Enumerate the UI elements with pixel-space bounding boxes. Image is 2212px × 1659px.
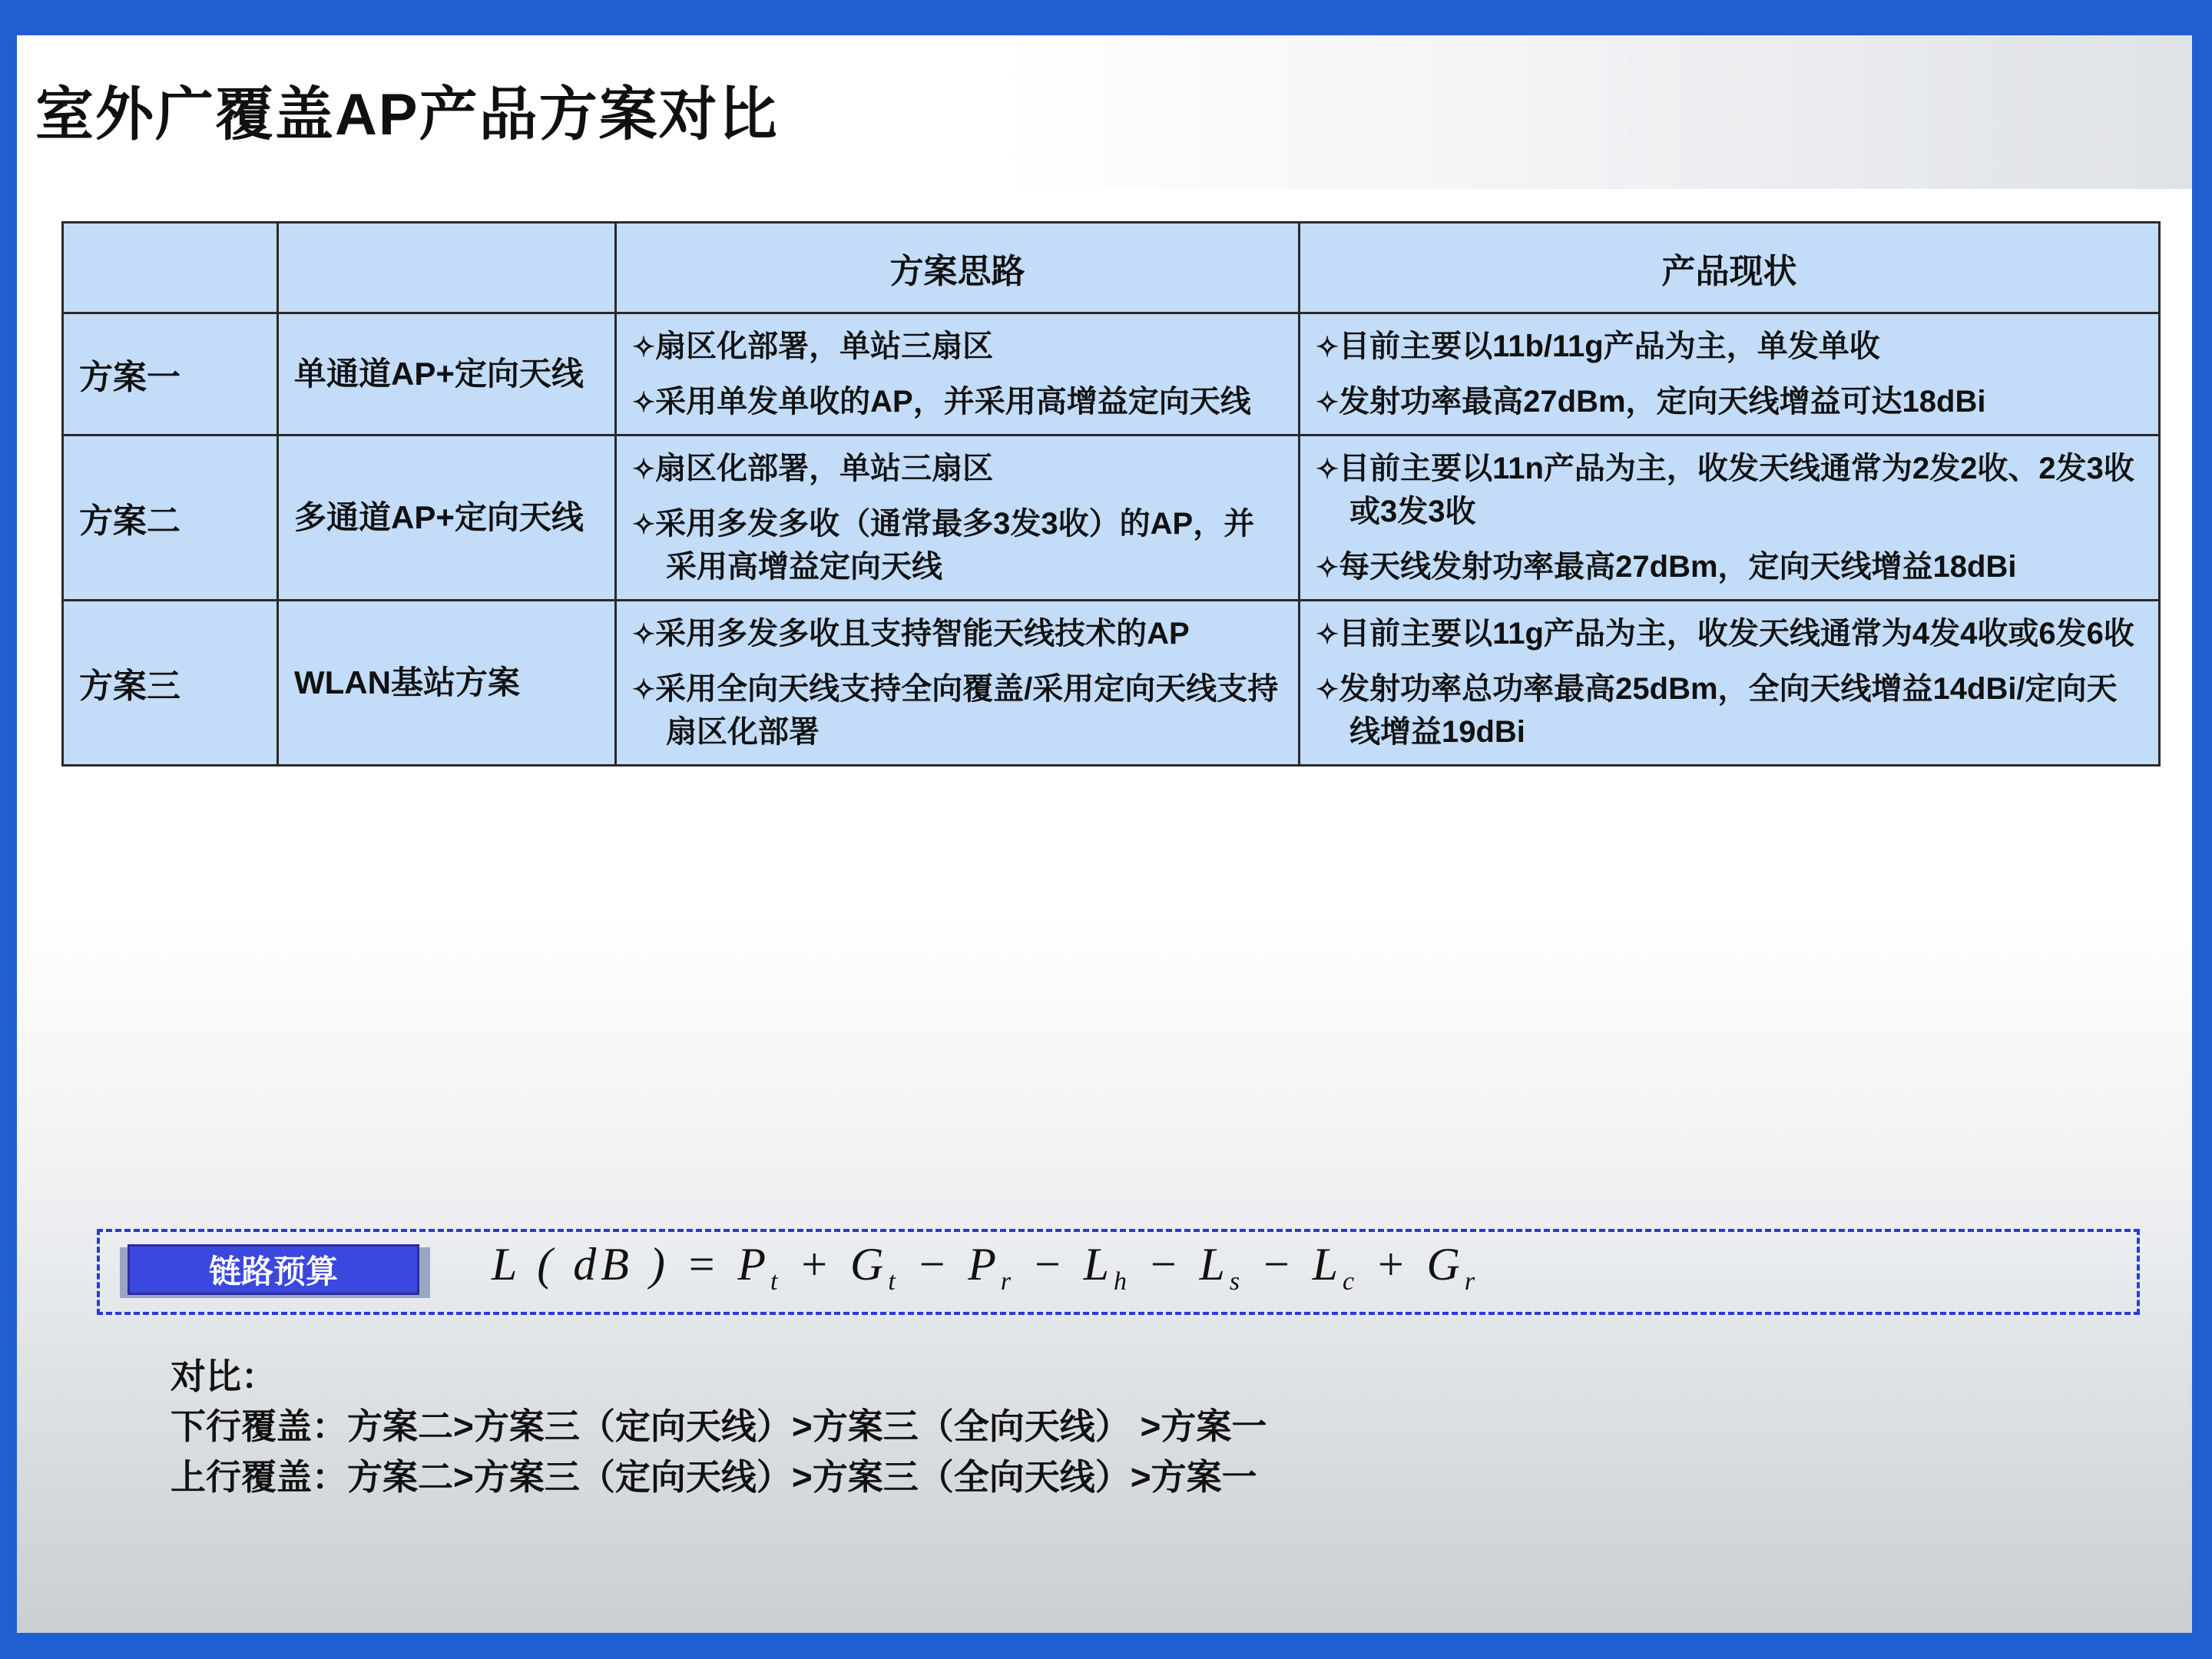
- link-budget-formula: L ( dB ) = $P_t + G_t - P_r - L_h - L_s - L_c + G_r$: [492, 1239, 1480, 1296]
- list-item-text: 目前主要以11g产品为主，收发天线通常为4发4收或6发6收: [1339, 617, 2134, 651]
- list-item: [632, 502, 1283, 588]
- plan-idea-1: [616, 313, 1300, 435]
- list-item-text: 采用全向天线支持全向覆盖/采用定向天线支持扇区化部署: [655, 672, 1279, 749]
- list-item-text: 采用单发单收的AP，并采用高增益定向天线: [655, 385, 1251, 419]
- plan-status-2: [1300, 435, 2160, 601]
- plan-desc-2: 多通道AP+定向天线: [278, 435, 616, 601]
- plan-name-1: 方案一: [63, 313, 278, 435]
- list-item-text: 目前主要以11b/11g产品为主，单发单收: [1339, 329, 1880, 363]
- table-row: [63, 313, 2160, 435]
- diamond-bullet-icon: ✧: [1316, 331, 1339, 363]
- list-item: [632, 447, 1283, 490]
- list-item-text: 采用多发多收且支持智能天线技术的AP: [655, 617, 1190, 651]
- plan-name-2: 方案二: [63, 435, 278, 601]
- diamond-bullet-icon: ✧: [632, 618, 656, 650]
- list-item-text: 扇区化部署，单站三扇区: [655, 329, 994, 363]
- left-accent-bar: [0, 0, 17, 1659]
- diamond-bullet-icon: ✧: [632, 331, 656, 363]
- comparison-heading: 对比：: [171, 1356, 276, 1396]
- right-accent-bar: [2192, 0, 2212, 1659]
- list-item-text: 每天线发射功率最高27dBm，定向天线增益18dBi: [1339, 550, 2017, 584]
- diamond-bullet-icon: ✧: [1316, 674, 1339, 705]
- plan-idea-3: [616, 601, 1300, 766]
- diamond-bullet-icon: ✧: [632, 386, 656, 418]
- diamond-bullet-icon: ✧: [1316, 551, 1339, 583]
- table-header-blank-2: [278, 223, 616, 313]
- list-item-text: 目前主要以11n产品为主，收发天线通常为2发2收、2发3收或3发3收: [1339, 452, 2134, 528]
- list-item-text: 扇区化部署，单站三扇区: [655, 452, 994, 485]
- plan-desc-1: 单通道AP+定向天线: [278, 313, 616, 435]
- table-header-blank-1: [63, 223, 278, 313]
- table-row: [63, 601, 2160, 766]
- page-title: 室外广覆盖AP产品方案对比: [35, 82, 779, 147]
- comparison-line-downlink: 下行覆盖：方案二>方案三（定向天线）>方案三（全向天线） >方案一: [171, 1406, 1267, 1447]
- top-accent-bar: [17, 0, 2212, 35]
- list-item: [1316, 380, 2143, 423]
- table-header-idea: 方案思路: [616, 223, 1300, 313]
- list-item: [1316, 545, 2143, 588]
- list-item: [1316, 325, 2143, 368]
- list-item-text: 发射功率最高27dBm，定向天线增益可达18dBi: [1339, 385, 1986, 419]
- list-item: [1316, 667, 2143, 753]
- list-item: [1316, 447, 2143, 533]
- diamond-bullet-icon: ✧: [1316, 453, 1339, 485]
- list-item: [632, 667, 1283, 753]
- list-item: [1316, 612, 2143, 655]
- table-row: [63, 435, 2160, 601]
- plan-idea-2: [616, 435, 1300, 601]
- comparison-notes: [171, 1352, 1267, 1502]
- bottom-accent-bar: [0, 1633, 2212, 1659]
- table-header-status: 产品现状: [1300, 223, 2160, 313]
- plan-desc-3: WLAN基站方案: [278, 601, 616, 766]
- plan-name-3: 方案三: [63, 601, 278, 766]
- table-header-row: [63, 223, 2160, 313]
- diamond-bullet-icon: ✧: [1316, 386, 1339, 418]
- plan-status-1: [1300, 313, 2160, 435]
- diamond-bullet-icon: ✧: [632, 674, 656, 705]
- diamond-bullet-icon: ✧: [632, 508, 656, 540]
- diamond-bullet-icon: ✧: [632, 453, 656, 485]
- comparison-line-uplink: 上行覆盖：方案二>方案三（定向天线）>方案三（全向天线）>方案一: [171, 1456, 1257, 1497]
- list-item-text: 采用多发多收（通常最多3发3收）的AP，并采用高增益定向天线: [655, 507, 1255, 584]
- list-item: [632, 380, 1283, 423]
- plan-status-3: [1300, 601, 2160, 766]
- list-item: [632, 325, 1283, 368]
- diamond-bullet-icon: ✧: [1316, 618, 1339, 650]
- link-budget-label: 链路预算: [127, 1244, 419, 1295]
- list-item-text: 发射功率总功率最高25dBm，全向天线增益14dBi/定向天线增益19dBi: [1339, 672, 2118, 749]
- list-item: [632, 612, 1283, 655]
- comparison-table: [61, 221, 2161, 767]
